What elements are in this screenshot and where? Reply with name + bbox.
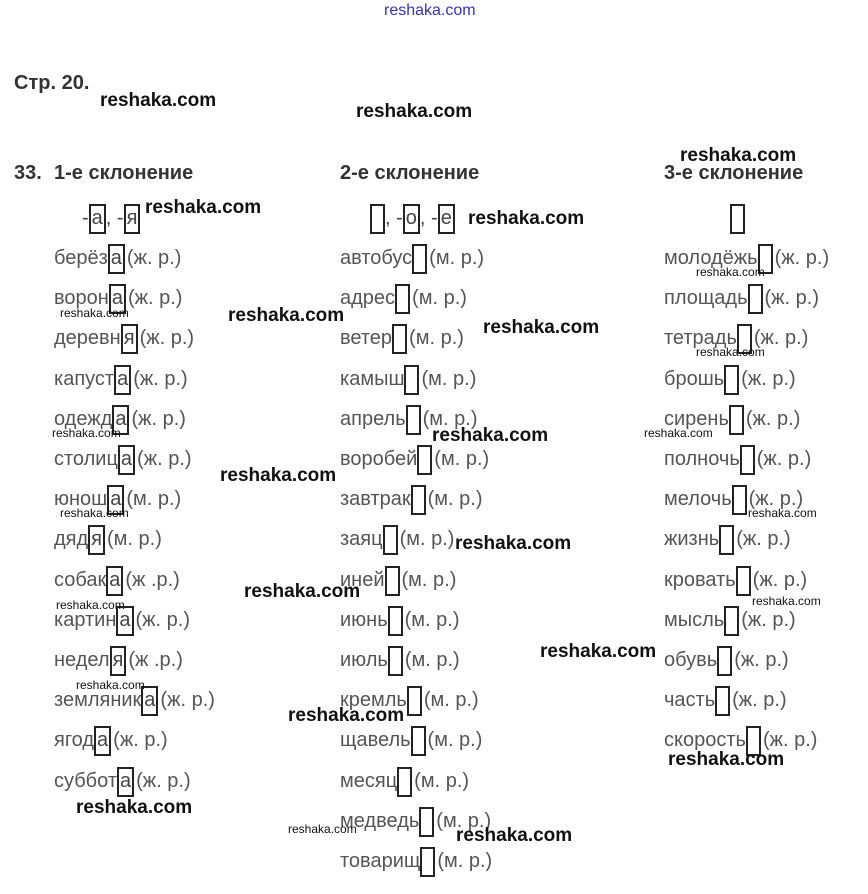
word-root: щавель — [340, 729, 411, 751]
ending-box: я — [88, 525, 105, 555]
watermark: reshaka.com — [432, 425, 549, 446]
word-row — [664, 722, 817, 752]
word-root: товарищ — [340, 850, 421, 872]
gender-label: (ж. р.) — [753, 327, 809, 349]
word-root: месяц — [340, 770, 398, 792]
ending-box: а — [114, 365, 131, 395]
word-root: мелочь — [664, 488, 732, 510]
gender-label: (м. р.) — [107, 528, 162, 550]
watermark: reshaka.com — [100, 90, 217, 111]
word-row — [340, 642, 460, 672]
gender-label: (ж. р.) — [133, 368, 188, 390]
word-root: полночь — [664, 448, 740, 470]
ending-box: а — [107, 485, 124, 515]
watermark: reshaka.com — [60, 306, 129, 320]
word-row — [54, 320, 194, 350]
word-root: жизнь — [664, 528, 720, 550]
word-row — [340, 763, 469, 793]
word-root: июнь — [340, 609, 388, 631]
gender-label: (м. р.) — [409, 327, 464, 349]
word-root: камыш — [340, 368, 405, 390]
word-root: деревн — [54, 327, 121, 349]
word-row — [340, 843, 492, 873]
ending-box — [383, 525, 398, 555]
gender-label: (ж. р.) — [752, 569, 808, 591]
watermark: reshaka.com — [288, 705, 405, 726]
ending-box — [404, 365, 419, 395]
watermark: reshaka.com — [668, 749, 785, 770]
word-row — [54, 361, 188, 391]
word-row — [664, 441, 811, 471]
gender-label: (ж. р.) — [748, 488, 804, 510]
word-row — [340, 521, 454, 551]
word-row — [340, 481, 483, 511]
word-root: молодёжь — [664, 247, 758, 269]
word-root: заяц — [340, 528, 383, 550]
ending-box: я — [124, 204, 141, 234]
ending-box — [417, 445, 432, 475]
word-root: одежд — [54, 408, 113, 430]
word-root: скорость — [664, 729, 746, 751]
column-heading: 3-е склонение — [664, 162, 804, 184]
gender-label: (ж. р.) — [160, 689, 215, 711]
word-root: столиц — [54, 448, 118, 470]
ending-box — [397, 767, 412, 797]
gender-label: (ж .р.) — [125, 569, 180, 591]
word-row — [664, 361, 796, 391]
ending-box: а — [108, 244, 125, 274]
ending-box — [748, 284, 763, 314]
word-root: часть — [664, 689, 716, 711]
ending-box: о — [403, 204, 420, 234]
watermark: reshaka.com — [145, 197, 262, 218]
word-row — [664, 562, 807, 592]
ending-box: а — [89, 204, 106, 234]
word-root: мысль — [664, 609, 725, 631]
gender-label: (м. р.) — [421, 368, 477, 390]
word-root: ветер — [340, 327, 393, 349]
ending-box — [395, 284, 410, 314]
ending-box: я — [121, 324, 138, 354]
gender-label: (ж. р.) — [139, 327, 195, 349]
endings-row — [730, 200, 745, 230]
endings-row — [370, 200, 455, 230]
watermark: reshaka.com — [468, 208, 585, 229]
word-root: капуст — [54, 368, 115, 390]
ending-box — [385, 566, 400, 596]
ending-box: а — [109, 284, 126, 314]
gender-label: (м. р.) — [412, 287, 467, 309]
ending-box: а — [117, 767, 134, 797]
gender-label: (ж. р.) — [741, 368, 796, 390]
gender-label: (ж. р.) — [137, 448, 192, 470]
watermark: reshaka.com — [696, 345, 765, 359]
ending-box — [392, 324, 407, 354]
watermark: reshaka.com — [220, 465, 337, 486]
watermark: reshaka.com — [680, 145, 797, 166]
word-row — [664, 642, 789, 672]
word-root: адрес — [340, 287, 396, 309]
word-root: площадь — [664, 287, 748, 309]
word-row — [340, 361, 476, 391]
watermark: reshaka.com — [76, 797, 193, 818]
word-row — [664, 521, 791, 551]
word-root: иней — [340, 569, 385, 591]
watermark: reshaka.com — [644, 426, 713, 440]
ending-box: е — [438, 204, 455, 234]
word-row — [340, 280, 467, 310]
word-root: дяд — [54, 528, 89, 550]
ending-box: а — [94, 726, 111, 756]
gender-label: (м. р.) — [434, 448, 490, 470]
watermark: reshaka.com — [76, 678, 145, 692]
ending-box — [412, 244, 427, 274]
watermark: reshaka.com — [244, 581, 361, 602]
gender-label: (м. р.) — [399, 528, 455, 550]
gender-label: (м. р.) — [126, 488, 182, 510]
gender-label: (ж .р.) — [128, 649, 183, 671]
word-root: автобус — [340, 247, 413, 269]
gender-label: (ж. р.) — [736, 528, 791, 550]
ending-box — [732, 485, 747, 515]
watermark: reshaka.com — [752, 594, 821, 608]
gender-label: (м. р.) — [427, 729, 483, 751]
word-root: юнош — [54, 488, 108, 510]
column-heading: 1-е склонение — [54, 162, 194, 184]
separator: , - — [105, 207, 124, 229]
page-title: Стр. 20. — [14, 72, 90, 94]
exercise-number: 33. — [14, 162, 42, 184]
word-root: недел — [54, 649, 110, 671]
word-root: тетрадь — [664, 327, 737, 349]
word-root: ягод — [54, 729, 95, 751]
watermark: reshaka.com — [228, 305, 345, 326]
word-row — [340, 602, 460, 632]
word-root: июль — [340, 649, 388, 671]
word-root: кремль — [340, 689, 407, 711]
ending-box: я — [110, 646, 127, 676]
word-row — [54, 441, 192, 471]
separator: , - — [419, 207, 438, 229]
word-row — [664, 682, 787, 712]
gender-label: (ж. р.) — [774, 247, 830, 269]
word-root: собак — [54, 569, 107, 591]
word-root: апрель — [340, 408, 406, 430]
ending-box — [724, 365, 739, 395]
ending-box — [411, 485, 426, 515]
ending-box — [736, 566, 751, 596]
gender-label: (м. р.) — [404, 609, 460, 631]
watermark: reshaka.com — [456, 825, 573, 846]
ending-box — [724, 606, 739, 636]
ending-box: а — [106, 566, 123, 596]
ending-box — [740, 445, 755, 475]
ending-box — [370, 204, 385, 234]
word-root: обувь — [664, 649, 718, 671]
word-row — [54, 722, 168, 752]
word-root: кровать — [664, 569, 736, 591]
gender-label: (ж. р.) — [113, 729, 168, 751]
word-row — [54, 521, 162, 551]
watermark: reshaka.com — [56, 598, 125, 612]
word-row — [54, 240, 181, 270]
word-root: берёз — [54, 247, 108, 269]
watermark: reshaka.com — [60, 506, 129, 520]
column-heading: 2-е склонение — [340, 162, 480, 184]
watermark: reshaka.com — [384, 2, 476, 19]
word-row — [54, 562, 180, 592]
ending-box — [717, 646, 732, 676]
gender-label: (ж. р.) — [745, 408, 801, 430]
gender-label: (м. р.) — [423, 689, 479, 711]
ending-box — [730, 204, 745, 234]
ending-box — [419, 807, 434, 837]
ending-box: а — [116, 606, 133, 636]
watermark: reshaka.com — [356, 101, 473, 122]
watermark: reshaka.com — [483, 317, 600, 338]
watermark: reshaka.com — [540, 641, 657, 662]
ending-box: а — [141, 686, 158, 716]
watermark: reshaka.com — [52, 426, 121, 440]
gender-label: (ж. р.) — [131, 408, 186, 430]
gender-label: (м. р.) — [422, 408, 478, 430]
ending-box — [719, 525, 734, 555]
ending-box: а — [118, 445, 135, 475]
ending-box — [729, 405, 744, 435]
gender-label: (м. р.) — [437, 850, 493, 872]
separator: , - — [385, 207, 403, 229]
word-row — [664, 280, 819, 310]
word-root: воробей — [340, 448, 418, 470]
word-row — [340, 240, 484, 270]
word-root: медведь — [340, 810, 420, 832]
watermark: reshaka.com — [455, 533, 572, 554]
word-row — [54, 763, 191, 793]
gender-label: (ж. р.) — [741, 609, 796, 631]
word-root: земляник — [54, 689, 142, 711]
word-root: брошь — [664, 368, 725, 390]
word-root: завтрак — [340, 488, 411, 510]
gender-label: (м. р.) — [404, 649, 460, 671]
ending-box — [406, 405, 421, 435]
ending-box — [388, 646, 403, 676]
gender-label: (м. р.) — [414, 770, 470, 792]
gender-label: (м. р.) — [401, 569, 457, 591]
word-root: картин — [54, 609, 117, 631]
word-row — [340, 320, 464, 350]
gender-label: (м. р.) — [436, 810, 492, 832]
gender-label: (ж. р.) — [135, 609, 190, 631]
gender-label: (ж. р.) — [126, 247, 182, 269]
word-root: ворон — [54, 287, 109, 309]
gender-label: (ж. р.) — [127, 287, 183, 309]
gender-label: (ж. р.) — [762, 729, 818, 751]
ending-box — [388, 606, 403, 636]
ending-box — [420, 847, 435, 877]
watermark: reshaka.com — [288, 822, 357, 836]
ending-box — [715, 686, 730, 716]
ending-box — [407, 686, 422, 716]
gender-label: (м. р.) — [427, 488, 483, 510]
ending-box — [411, 726, 426, 756]
gender-label: (ж. р.) — [734, 649, 789, 671]
word-root: сирень — [664, 408, 729, 430]
word-root: суббот — [54, 770, 117, 792]
watermark: reshaka.com — [696, 265, 765, 279]
word-row — [54, 642, 183, 672]
gender-label: (ж. р.) — [732, 689, 787, 711]
gender-label: (ж. р.) — [756, 448, 812, 470]
gender-label: (ж. р.) — [136, 770, 191, 792]
gender-label: (м. р.) — [429, 247, 485, 269]
endings-row — [82, 200, 140, 230]
dash: - — [82, 207, 89, 229]
gender-label: (ж. р.) — [764, 287, 820, 309]
ending-box: а — [112, 405, 129, 435]
watermark: reshaka.com — [748, 506, 817, 520]
